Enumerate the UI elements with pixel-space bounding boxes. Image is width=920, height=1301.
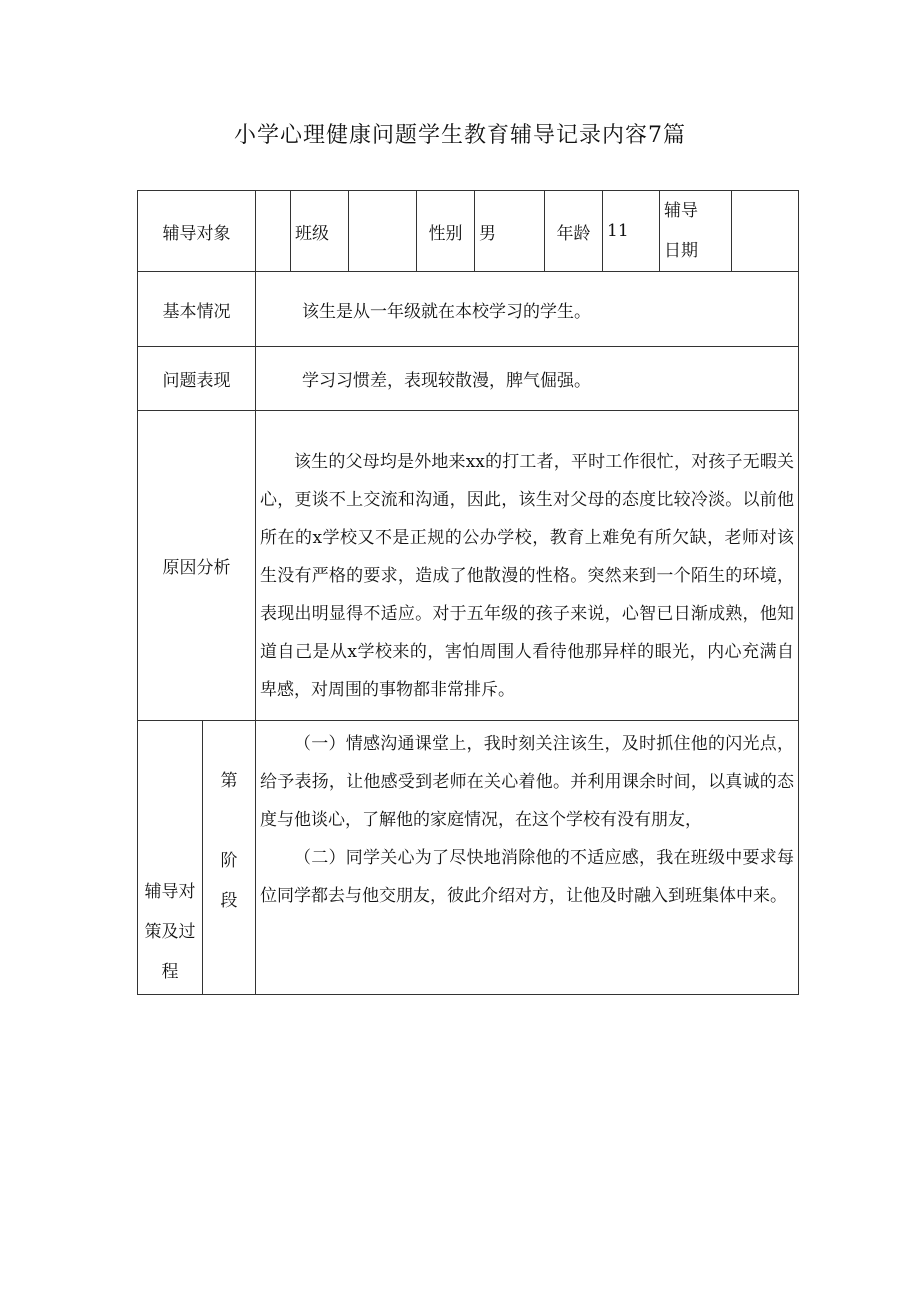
date-value xyxy=(732,191,799,272)
strategy-label-line-1: 辅导对 xyxy=(144,882,196,902)
reason-label: 原因分析 xyxy=(138,411,256,721)
age-value: 11 xyxy=(603,191,660,272)
date-label-line-2: 日期 xyxy=(664,241,698,261)
gender-label: 性别 xyxy=(417,191,475,272)
target-value xyxy=(256,191,291,272)
problem-row xyxy=(138,347,799,411)
problem-label: 问题表现 xyxy=(138,347,256,411)
strategy-paragraph-2: （二）同学关心为了尽快地消除他的不适应感，我在班级中要求每位同学都去与他交朋友，彼此介绍对方，让他及时融入到班集体中来。 xyxy=(260,848,794,906)
strategy-label-line-2: 策及过 xyxy=(144,922,196,942)
strategy-row xyxy=(138,721,799,995)
stage-label-char-3: 段 xyxy=(220,891,238,911)
gender-value: 男 xyxy=(475,191,545,272)
strategy-content xyxy=(256,721,799,995)
class-label: 班级 xyxy=(291,191,349,272)
target-label: 辅导对象 xyxy=(138,191,256,272)
basic-info-row xyxy=(138,272,799,347)
date-label xyxy=(660,191,732,272)
reason-cell xyxy=(256,411,799,721)
counseling-record-table xyxy=(137,190,799,995)
stage-label xyxy=(203,721,256,995)
stage-label-char-1: 第 xyxy=(220,771,238,791)
strategy-label xyxy=(138,721,203,995)
basic-info-text: 该生是从一年级就在本校学习的学生。 xyxy=(256,272,799,347)
header-row xyxy=(138,191,799,272)
problem-text: 学习习惯差，表现较散漫，脾气倔强。 xyxy=(256,347,799,411)
strategy-label-line-3: 程 xyxy=(161,962,179,982)
class-value xyxy=(349,191,417,272)
page-title: 小学心理健康问题学生教育辅导记录内容7篇 xyxy=(234,123,686,148)
age-label: 年龄 xyxy=(545,191,603,272)
reason-text: 该生的父母均是外地来xx的打工者，平时工作很忙，对孩子无暇关心，更谈不上交流和沟通，因此，该生对父母的态度比较冷淡。以前他所在的x学校又不是正规的公办学校，教育上难免有所欠缺，老师对该生没有严格的要求，造成了他散漫的性格。突然来到一个陌生的环境，表现出明显得不适应。对于五年级的孩子来说，心智已日渐成熟，他知道自己是从x学校来的，害怕周围人看待他那异样的眼光，内心充满自卑感，对周围的事物都非常排斥。 xyxy=(260,451,794,700)
strategy-paragraph-1: （一）情感沟通课堂上，我时刻关注该生，及时抓住他的闪光点，给予表扬，让他感受到老师在关心着他。并利用课余时间，以真诚的态度与他谈心，了解他的家庭情况，在这个学校有没有朋友， xyxy=(260,734,794,830)
stage-label-char-2: 阶 xyxy=(220,851,238,871)
date-label-line-1: 辅导 xyxy=(664,201,698,221)
reason-row xyxy=(138,411,799,721)
basic-info-label: 基本情况 xyxy=(138,272,256,347)
